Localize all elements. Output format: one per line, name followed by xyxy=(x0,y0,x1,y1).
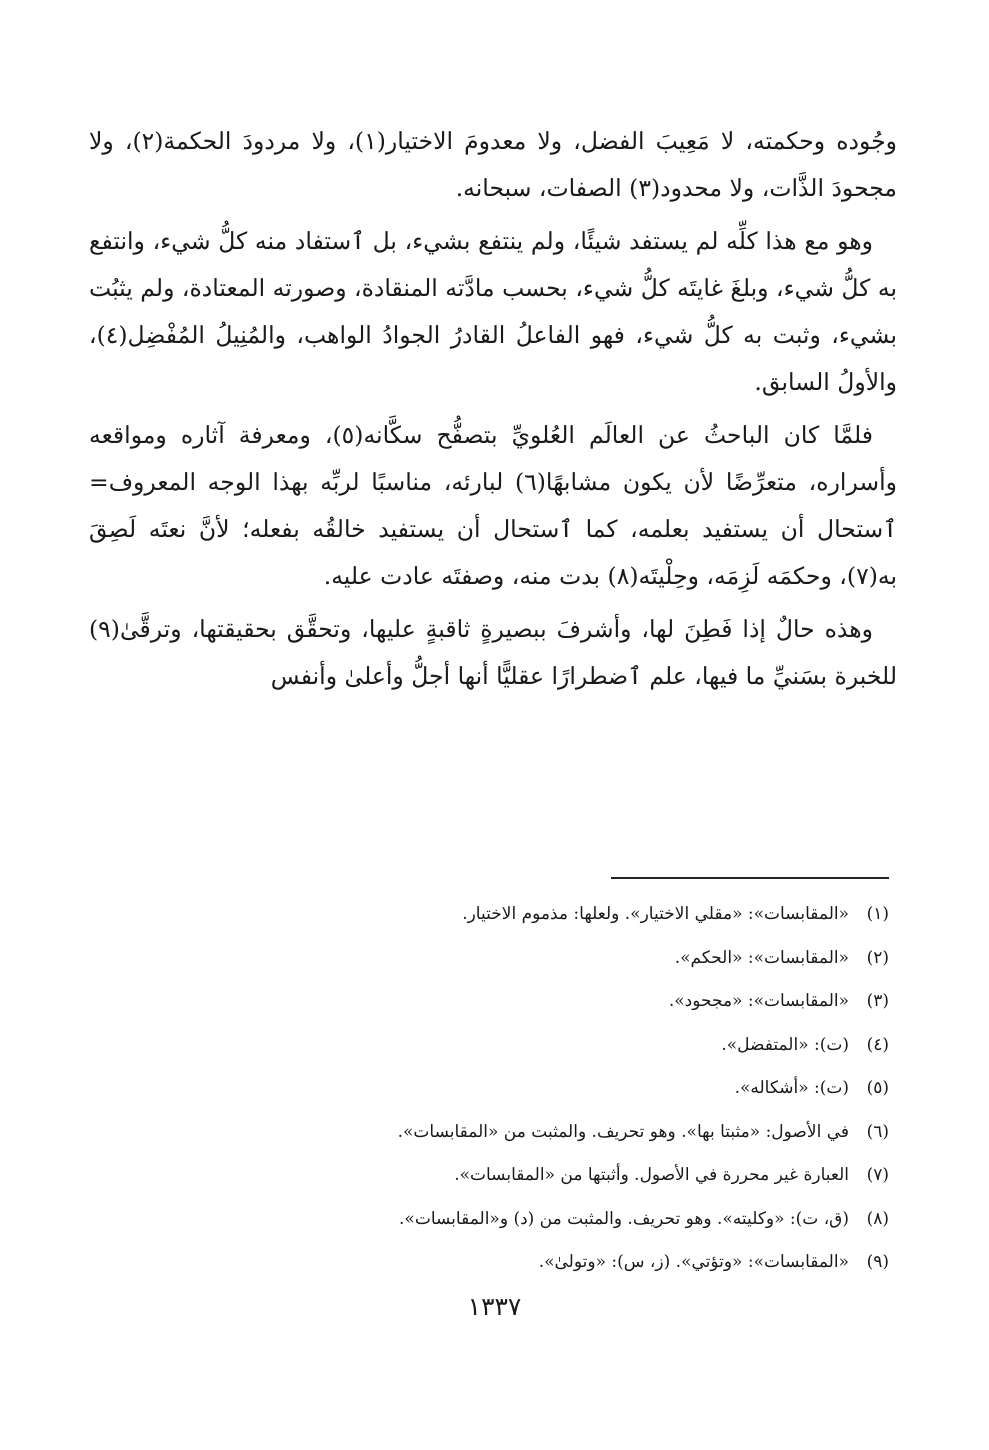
footnote-number: (٢) xyxy=(866,947,889,968)
main-text xyxy=(89,118,897,700)
footnote-text: «المقابسات»: «وتؤتي». (ز، س): «وتولىٰ». xyxy=(538,1252,849,1272)
footnote-number: (٣) xyxy=(866,991,889,1011)
paragraph: وهذه حالٌ إذا فَطِنَ لها، وأشرفَ ببصيرةٍ ثاقبةٍ عليها، وتحقَّق بحقيقتها، وترقَّىٰ(٩) للخبرة بسَنيِّ ما فيها، علم ٱضطرارًا عقليًّا أنها أجلُّ وأعلىٰ وأنفس xyxy=(89,615,897,690)
footnote xyxy=(109,980,889,1024)
footnote-number: (٨) xyxy=(866,1208,889,1229)
footnote-text: «المقابسات»: «مجحود». xyxy=(668,991,849,1011)
footnote-number: (٦) xyxy=(866,1121,889,1142)
footnote xyxy=(109,937,889,981)
footnote-number: (٤) xyxy=(866,1034,889,1055)
footnote-number: (٧) xyxy=(866,1165,889,1185)
footnote-separator xyxy=(611,877,889,879)
paragraph: وجُوده وحكمته، لا مَعِيبَ الفضل، ولا معدومَ الاختيار(١)، ولا مردودَ الحكمة(٢)، ولا مجحودَ الذَّات، ولا محدود(٣) الصفات، سبحانه. xyxy=(89,127,897,202)
footnote-number: (٥) xyxy=(866,1078,889,1098)
footnote xyxy=(109,1154,889,1198)
page-number: ١٣٣٧ xyxy=(467,1292,522,1321)
footnote-text: «المقابسات»: «مقلي الاختيار». ولعلها: مذموم الاختيار. xyxy=(462,904,849,924)
footnote xyxy=(109,1024,889,1068)
footnote-number: (١) xyxy=(866,904,889,924)
footnote-text: (ت): «أشكاله». xyxy=(734,1078,849,1098)
footnote xyxy=(109,1241,889,1285)
footnote-text: في الأصول: «مثبتا بها». وهو تحريف. والمثبت من «المقابسات». xyxy=(397,1121,849,1142)
paragraph: وهو مع هذا كلِّه لم يستفد شيئًا، ولم ينتفع بشيء، بل ٱستفاد منه كلُّ شيء، وانتفع به كلُّ شيء، وبلغَ غايتَه كلُّ شيء، بحسب مادَّته المنقادة، وصورته المعتادة، ولم يثبُت بشيء، وثبت به كلُّ شيء، فهو الفاعلُ القادرُ الجوادُ الواهب، والمُنِيلُ المُفْضِل(٤)، والأولُ السابق. xyxy=(89,227,897,396)
footnotes-list xyxy=(109,893,889,1285)
footnote xyxy=(109,1198,889,1242)
footnote xyxy=(109,893,889,937)
footnote-text: (ق، ت): «وكليته». وهو تحريف. والمثبت من (د) و«المقابسات». xyxy=(399,1208,849,1229)
footnote-text: (ت): «المتفضل». xyxy=(721,1034,849,1055)
footnote xyxy=(109,1111,889,1155)
paragraph: فلمَّا كان الباحثُ عن العالَم العُلويِّ بتصفُّح سكَّانه(٥)، ومعرفة آثاره ومواقعه وأسراره، متعرِّضًا لأن يكون مشابهًا(٦) لبارئه، مناسبًا لربِّه بهذا الوجه المعروف= ٱستحال أن يستفيد بعلمه، كما ٱستحال أن يستفيد خالقُه بفعله؛ لأنَّ نعتَه لَصِقَ به(٧)، وحكمَه لَزِمَه، وحِلْيتَه(٨) بدت منه، وصفتَه عادت عليه. xyxy=(89,421,897,590)
footnote-text: «المقابسات»: «الحكم». xyxy=(674,947,849,968)
footnote-number: (٩) xyxy=(866,1252,889,1272)
footnote-text: العبارة غير محررة في الأصول. وأثبتها من «المقابسات». xyxy=(454,1165,849,1185)
footnote xyxy=(109,1067,889,1111)
